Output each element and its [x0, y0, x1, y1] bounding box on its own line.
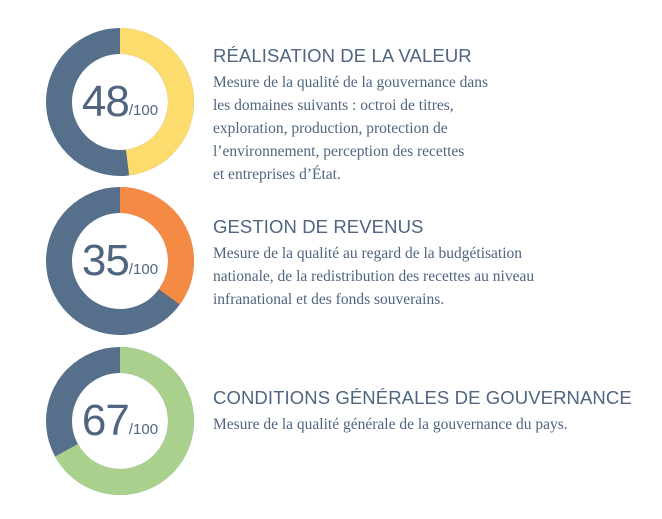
score-max: /100 [128, 420, 159, 438]
score-value: 35 [81, 236, 129, 285]
score-value: 67 [81, 396, 129, 445]
description-line: Mesure de la qualité générale de la gouvernance du pays. [213, 416, 568, 433]
metric-description [213, 242, 653, 311]
metric-description [213, 413, 653, 436]
metric-title: RÉALISATION DE LA VALEUR [213, 45, 472, 66]
metric-title: CONDITIONS GÉNÉRALES DE GOUVERNANCE [213, 387, 632, 408]
description-line: Mesure de la qualité de la gouvernance dans [213, 74, 489, 91]
score-max: /100 [128, 101, 159, 119]
description-line: et entreprises d’État. [213, 166, 341, 183]
score-label [46, 28, 194, 176]
description-line: nationale, de la redistribution des recettes au niveau [213, 268, 535, 285]
donut-chart [46, 187, 194, 335]
description-line: infranational et des fonds souverains. [213, 291, 445, 308]
description-line: les domaines suivants : octroi de titres, [213, 97, 454, 114]
donut-chart [46, 28, 194, 176]
description-line: exploration, production, protection de [213, 120, 448, 137]
description-line: l’environnement, perception des recettes [213, 143, 465, 160]
donut-chart [46, 347, 194, 495]
description-line: Mesure de la qualité au regard de la budgétisation [213, 245, 523, 262]
score-max: /100 [128, 260, 159, 278]
score-label [46, 347, 194, 495]
score-label [46, 187, 194, 335]
score-value: 48 [81, 77, 129, 126]
metric-description [213, 71, 653, 186]
metric-title: GESTION DE REVENUS [213, 216, 424, 237]
